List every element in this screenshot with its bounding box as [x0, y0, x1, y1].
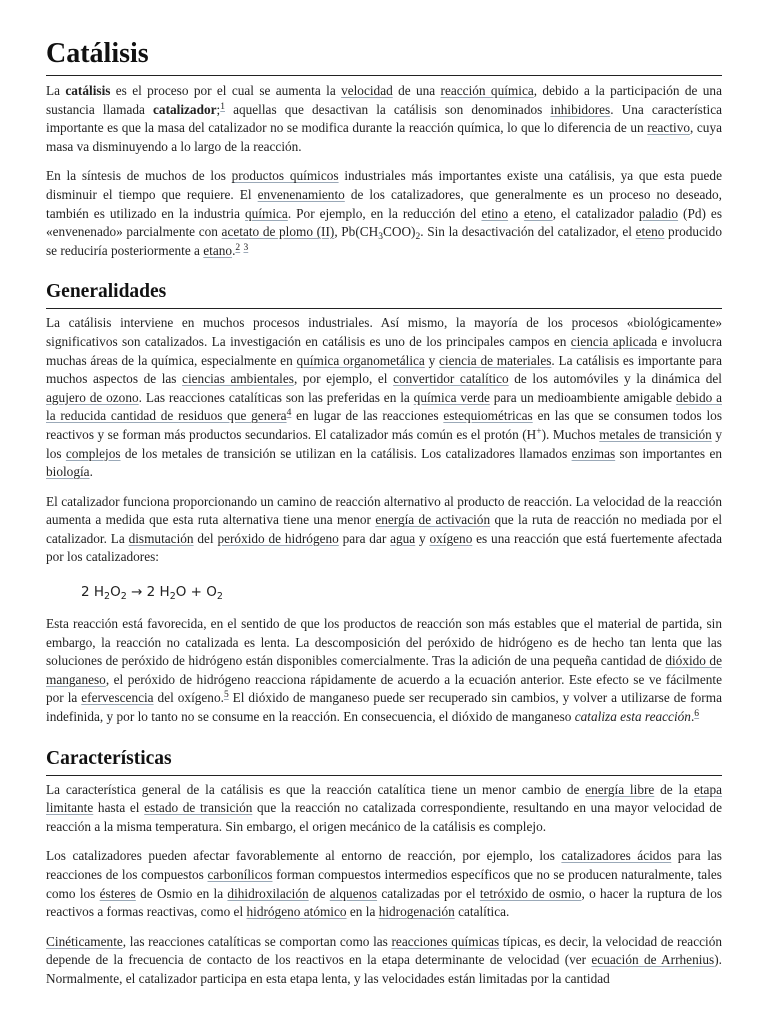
text: . Sin la desactivación del catalizador, el: [420, 224, 636, 240]
text: de los automóviles y la dinámica del: [508, 371, 722, 387]
link-alquenos[interactable]: alquenos: [329, 885, 378, 901]
caracteristicas-paragraph-3: [46, 933, 722, 989]
text: que la reacción no catalizada correspondiente, resultando en una mayor velocidad de reacción a la misma temperatura. Sin embargo, el origen mecánico de la catálisis es complejo.: [46, 800, 722, 834]
superscript: +: [536, 426, 542, 437]
text: e involucra muchas áreas de la química, especialmente en: [46, 333, 722, 368]
text: de: [308, 885, 330, 901]
link-estequiometricas[interactable]: estequiométricas: [443, 408, 533, 424]
text: son importantes en: [615, 445, 722, 461]
text: ;: [216, 101, 221, 117]
link-estado-de-transicion[interactable]: estado de transición: [144, 800, 253, 816]
link-etapa-limitante[interactable]: etapa limitante: [46, 781, 723, 816]
link-dihidroxilacion[interactable]: dihidroxilación: [227, 885, 309, 901]
reference-3[interactable]: 3: [243, 242, 249, 253]
link-esteres[interactable]: ésteres: [99, 885, 136, 901]
text: y: [415, 530, 430, 546]
link-ciencia-aplicada[interactable]: ciencia aplicada: [570, 333, 658, 349]
link-hidrogenacion[interactable]: hidrogenación: [378, 904, 455, 920]
text: , el peróxido de hidrógeno reacciona rápidamente de acuerdo a la ecuación anterior. Este efecto se ve fácilmente por la: [46, 671, 722, 706]
link-enzimas[interactable]: enzimas: [571, 445, 616, 461]
link-reactivo[interactable]: reactivo: [647, 120, 691, 136]
link-carbonilicos[interactable]: carbonílicos: [207, 867, 273, 882]
link-agua[interactable]: agua: [390, 530, 416, 546]
chemical-equation: [81, 582, 722, 602]
article: [46, 0, 722, 989]
text: El dióxido de manganeso puede ser recuperado sin cambios, y volver a utilizarse de forma indefinida, y por lo tanto no se consume en la reacción. En consecuencia, el dióxido de manganeso: [46, 690, 722, 725]
subscript: 2: [169, 591, 176, 603]
text: , cuya masa va disminuyendo a lo largo de la reacción.: [46, 120, 722, 154]
intro-paragraph-2: [46, 167, 722, 260]
text: La catálisis interviene en muchos procesos industriales. Así mismo, la mayoría de los procesos «biológicamente» significativos son catalizados. La investigación en catálisis es uno de los principales campos en: [46, 315, 722, 349]
text: . Por ejemplo, en la reducción del: [287, 205, 482, 221]
generalidades-paragraph-1: [46, 314, 722, 481]
bold-term-catalizador: catalizador: [153, 101, 217, 117]
text: que la ruta de reacción no mediada por el catalizador. La: [46, 512, 723, 546]
link-reacciones-quimicas[interactable]: reacciones químicas: [391, 933, 500, 949]
text: de la: [654, 781, 694, 797]
reference-5[interactable]: 5: [223, 690, 229, 701]
link-dismutacion[interactable]: dismutación: [128, 530, 194, 546]
text: catalizadas por el: [377, 885, 480, 901]
intro-paragraph-1: [46, 82, 722, 156]
text: forman compuestos intermedios específicos que no se producen naturalmente, tales como los: [46, 867, 722, 901]
text: producido se reduciría posteriormente a: [46, 224, 722, 258]
text: del: [193, 530, 218, 546]
subscript: 2: [104, 591, 111, 603]
text: O + O: [175, 584, 217, 601]
italic-text: cataliza esta reacción: [574, 709, 691, 725]
link-acetato-de-plomo[interactable]: acetato de plomo (II): [221, 224, 335, 240]
text: El catalizador funciona proporcionando un camino de reacción alternativo al producto de reacción. La velocidad de la reacción aumenta a medida que esta ruta alternativa tiene una menor: [46, 493, 722, 528]
text: ). Normalmente, el catalizador participa en esta etapa lenta, y las velocidades están limitadas por la cantidad: [46, 952, 722, 986]
text: , por ejemplo, el: [293, 371, 394, 387]
subscript: 2: [216, 591, 223, 603]
link-efervescencia[interactable]: efervescencia: [81, 690, 154, 706]
text: de los metales de transición se utilizan en la catálisis. Los catalizadores llamados: [120, 445, 572, 461]
link-metales-de-transicion[interactable]: metales de transición: [599, 426, 712, 442]
text: hasta el: [93, 800, 145, 816]
text: .: [89, 464, 93, 480]
subscript: 2: [120, 591, 127, 603]
text: 2 H: [81, 584, 105, 601]
link-inhibidores[interactable]: inhibidores: [550, 101, 611, 117]
text: para las reacciones de los compuestos: [46, 848, 722, 882]
text: ). Muchos: [541, 426, 600, 442]
subscript: 3: [378, 232, 383, 243]
link-eteno[interactable]: eteno: [523, 205, 553, 221]
text: del oxígeno.: [153, 690, 224, 706]
text: y los: [46, 426, 722, 461]
text: es una reacción que está fuertemente afectada por los catalizadores:: [46, 530, 722, 565]
link-etino[interactable]: etino: [481, 205, 509, 221]
reference-6[interactable]: 6: [694, 709, 700, 720]
text: para dar: [338, 530, 391, 546]
text: → 2 H: [126, 584, 170, 601]
text: Los catalizadores pueden afectar favorablemente al entorno de reacción, por ejemplo, los: [46, 848, 562, 864]
link-complejos[interactable]: complejos: [65, 445, 121, 461]
text: .: [232, 242, 236, 258]
link-agujero-de-ozono[interactable]: agujero de ozono: [46, 389, 139, 405]
link-quimica[interactable]: química: [245, 205, 288, 221]
link-hidrogeno-atomico[interactable]: hidrógeno atómico: [246, 904, 347, 920]
link-productos-quimicos[interactable]: productos químicos: [231, 168, 339, 184]
link-residuos[interactable]: debido a la reducida cantidad de residuos que genera: [46, 389, 722, 424]
text: en lugar de las reacciones: [291, 408, 444, 424]
bold-term-catalisis: catálisis: [65, 83, 111, 98]
generalidades-paragraph-2: [46, 493, 722, 567]
link-envenenamiento[interactable]: envenenamiento: [257, 186, 345, 202]
text: , debido a la participación de una sustancia llamada: [46, 83, 722, 117]
text: en la: [346, 904, 379, 920]
text: (Pd) es «envenenado» parcialmente con: [46, 205, 722, 240]
text: . Las reacciones catalíticas son las preferidas en la: [138, 389, 414, 405]
link-ecuacion-de-arrhenius[interactable]: ecuación de Arrhenius: [591, 952, 715, 968]
reference-4[interactable]: 4: [286, 408, 292, 419]
text: . Una característica importante es que la masa del catalizador no se modifica durante la reacción química, lo que lo diferencia de un: [46, 101, 723, 136]
text: COO): [382, 224, 416, 240]
text: Esta reacción está favorecida, en el sentido de que los productos de reacción son más estables que el material de partida, sin embargo, la reacción no catalizada es lenta. La descomposición del peróxido de hidrógeno es de hecho tan lenta que las soluciones de peróxido de hidrógeno están disponibles comercialmente. Tras la adición de una pequeña cantidad de: [46, 616, 722, 669]
link-cineticamente[interactable]: Cinéticamente: [46, 933, 123, 949]
text: En la síntesis de muchos de los: [46, 168, 232, 184]
link-dioxido-de-manganeso[interactable]: dióxido de manganeso: [46, 653, 722, 687]
link-eteno-2[interactable]: eteno: [635, 224, 665, 240]
link-tetroxido-de-osmio[interactable]: tetróxido de osmio: [479, 885, 582, 901]
text: , Pb(CH: [334, 224, 379, 240]
page-title: Catálisis: [46, 37, 722, 76]
generalidades-paragraph-3: [46, 615, 722, 727]
link-etano[interactable]: etano: [203, 242, 233, 258]
section-heading-caracteristicas: Características: [46, 747, 722, 776]
text: catalítica.: [454, 904, 510, 920]
link-catalizadores-acidos[interactable]: catalizadores ácidos: [561, 848, 672, 864]
text: es el proceso por el cual se aumenta la: [110, 83, 342, 98]
reference-1[interactable]: 1: [220, 101, 225, 112]
link-ciencias-ambientales[interactable]: ciencias ambientales: [182, 371, 294, 387]
text: de los catalizadores, que generalmente es un proceso no deseado, también es utilizado en la industria: [46, 186, 722, 221]
link-reaccion-quimica[interactable]: reacción química: [440, 83, 534, 98]
text: en las que se consumen todos los reactivos y se forman más productos secundarios. El catalizador más común es el protón (H: [46, 408, 722, 442]
link-ciencia-de-materiales[interactable]: ciencia de materiales: [439, 352, 552, 368]
link-paladio[interactable]: paladio: [638, 205, 679, 221]
link-quimica-verde[interactable]: química verde: [413, 389, 490, 405]
caracteristicas-paragraph-1: [46, 781, 722, 837]
link-velocidad[interactable]: velocidad: [341, 83, 393, 98]
text: , las reacciones catalíticas se comportan como las: [122, 933, 392, 949]
section-heading-generalidades: Generalidades: [46, 280, 722, 309]
text: de Osmio en la: [135, 885, 228, 901]
text: aquellas que desactivan la catálisis son denominados: [224, 101, 551, 117]
text: La: [46, 83, 66, 98]
text: típicas, es decir, la velocidad de reacción depende de la frecuencia de contacto de los reactivos en la etapa determinante de velocidad (ver: [46, 933, 723, 968]
text: . La catálisis es importante para muchos aspectos de las: [46, 352, 723, 387]
text: y: [424, 352, 440, 368]
text: a: [508, 205, 524, 221]
reference-2[interactable]: 2: [235, 242, 241, 253]
text: .: [690, 709, 695, 725]
link-quimica-organometalica[interactable]: química organometálica: [296, 352, 425, 368]
text: para un medioambiente amigable: [489, 389, 677, 405]
link-convertidor-catalitico[interactable]: convertidor catalítico: [393, 371, 509, 387]
text: de una: [392, 83, 441, 98]
link-energia-libre[interactable]: energía libre: [585, 781, 655, 797]
text: , o hacer la ruptura de los reactivos a formas reactivas, como el: [46, 885, 723, 920]
link-oxigeno[interactable]: oxígeno: [429, 530, 473, 546]
text: , el catalizador: [552, 205, 639, 221]
caracteristicas-paragraph-2: [46, 847, 722, 921]
subscript: 2: [415, 232, 421, 243]
link-biologia[interactable]: biología: [46, 464, 90, 480]
text: La característica general de la catálisis es que la reacción catalítica tiene un menor cambio de: [46, 781, 586, 797]
link-peroxido-de-hidrogeno[interactable]: peróxido de hidrógeno: [217, 530, 339, 546]
link-energia-de-activacion[interactable]: energía de activación: [375, 512, 491, 528]
text: O: [110, 584, 121, 601]
text: industriales más importantes existe una catálisis, ya que esta puede disminuir el tiempo que requiere. El: [46, 168, 722, 202]
